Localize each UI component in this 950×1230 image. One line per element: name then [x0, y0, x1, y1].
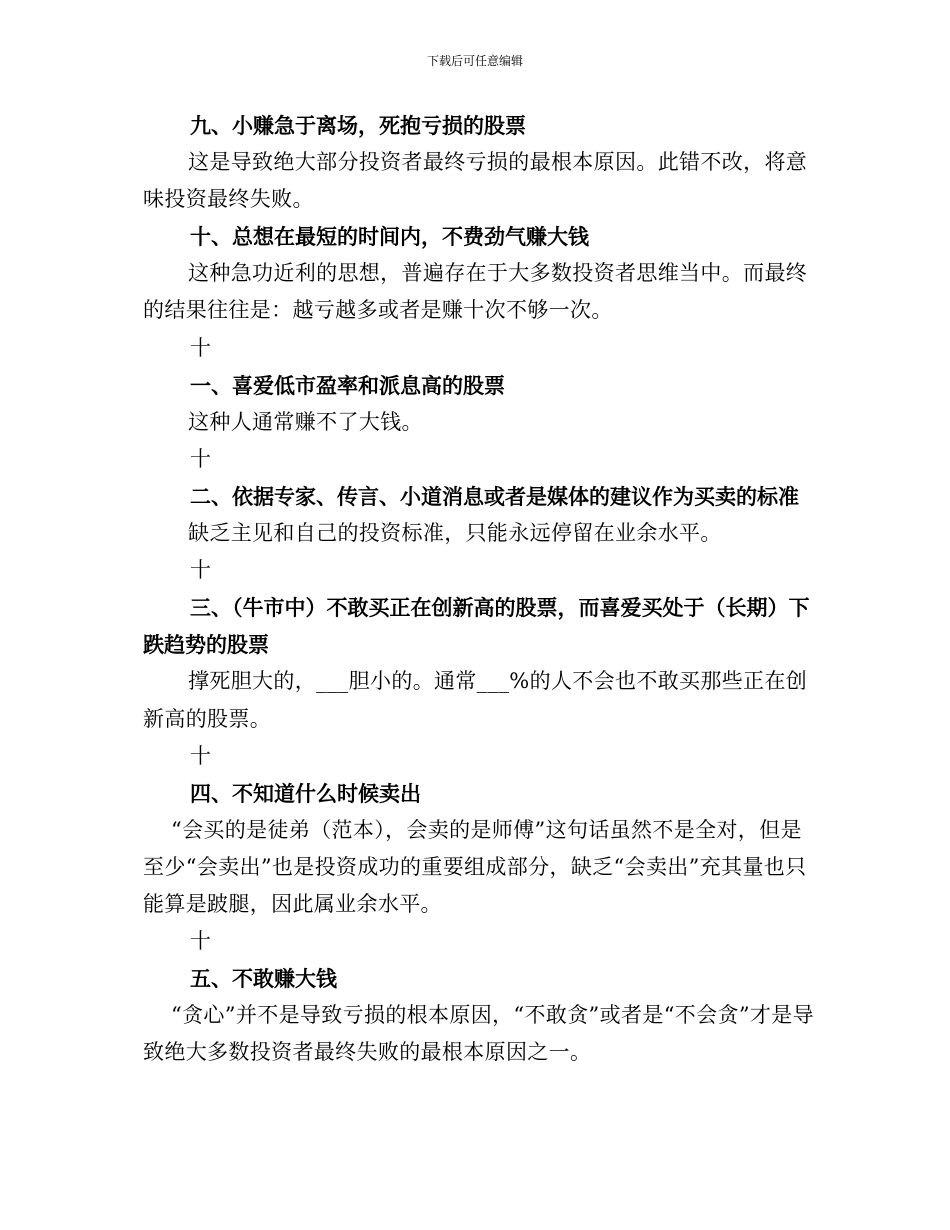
page-header-note: 下载后可任意编辑: [426, 54, 523, 68]
section-15-number: 十: [190, 929, 211, 954]
section-14-number: 十: [190, 743, 211, 768]
section-14-body: “会买的是徒弟（范本），会卖的是师傅”这句话虽然不是全对，但是至少“会卖出”也是投资成功的重要组成部分，缺乏“会卖出”充其量也只能算是跛腿，因此属业余水平。: [143, 817, 807, 916]
section-11-title: 一、喜爱低市盈率和派息高的股票: [190, 372, 505, 398]
section-10-body: 这种急功近利的思想，普遍存在于大多数投资者思维当中。而最终的结果往往是：越亏越多或者是赚十次不够一次。: [143, 261, 808, 323]
section-12-title: 二、依据专家、传言、小道消息或者是媒体的建议作为买卖的标准: [190, 483, 799, 509]
document-body: [143, 107, 823, 1071]
section-13-body: 撑死胆大的，___胆小的。通常___%的人不会也不敢买那些正在创新高的股票。: [143, 669, 808, 731]
section-13-title: 三、（牛市中）不敢买正在创新高的股票，而喜爱买处于（长期）下跌趋势的股票: [143, 595, 810, 658]
section-13-number: 十: [190, 558, 211, 583]
section-14-title: 四、不知道什么时候卖出: [190, 780, 421, 806]
section-10-title: 十、总想在最短的时间内，不费劲气赚大钱: [190, 224, 589, 250]
section-12-body: 缺乏主见和自己的投资标准，只能永远停留在业余水平。: [188, 521, 722, 546]
section-11-body: 这种人通常赚不了大钱。: [188, 409, 423, 434]
section-11-number: 十: [190, 335, 211, 360]
section-9-title: 九、小赚急于离场，死抱亏损的股票: [190, 113, 526, 138]
section-15-title: 五、不敢赚大钱: [190, 966, 337, 992]
section-9-body: 这是导致绝大部分投资者最终亏损的最根本原因。此错不改，将意味投资最终失败。: [143, 150, 808, 212]
section-15-body: “贪心”并不是导致亏损的根本原因，“不敢贪”或者是“不会贪”才是导致绝大多数投资者最终失败的最根本原因之一。: [143, 1003, 814, 1065]
section-12-number: 十: [190, 446, 211, 471]
